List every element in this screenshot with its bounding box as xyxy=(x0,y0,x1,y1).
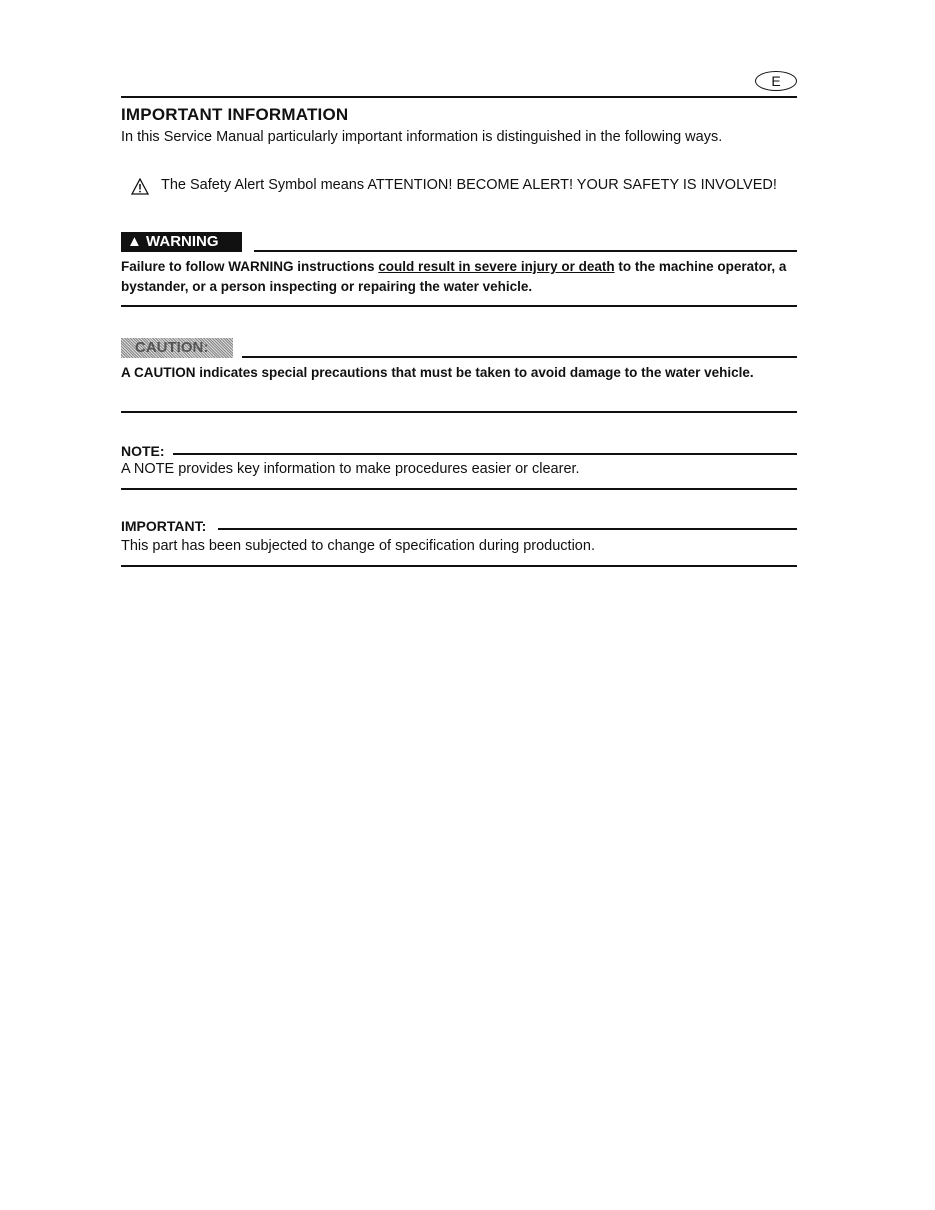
intro-paragraph: In this Service Manual particularly important information is distinguished in the following ways. xyxy=(121,129,723,145)
note-label: NOTE: xyxy=(121,443,165,459)
caution-label: CAUTION: xyxy=(121,338,233,358)
warning-triangle-icon xyxy=(131,178,149,196)
warning-emphasis: could result in severe injury or death xyxy=(378,259,615,274)
warning-top-rule xyxy=(254,250,797,252)
note-bottom-rule xyxy=(121,488,797,490)
safety-alert-text: The Safety Alert Symbol means ATTENTION! BECOME ALERT! YOUR SAFETY IS INVOLVED! xyxy=(161,177,777,193)
important-bottom-rule xyxy=(121,565,797,567)
note-text: A NOTE provides key information to make procedures easier or clearer. xyxy=(121,461,580,477)
note-top-rule xyxy=(173,453,797,455)
important-top-rule xyxy=(218,528,797,530)
warning-bottom-rule xyxy=(121,305,797,307)
important-text: This part has been subjected to change of specification during production. xyxy=(121,538,595,554)
warning-triangle-icon: ▲ xyxy=(127,233,142,250)
important-label: IMPORTANT: xyxy=(121,518,207,534)
caution-text: A CAUTION indicates special precautions that must be taken to avoid damage to the water vehicle. xyxy=(121,365,754,380)
warning-text: Failure to follow WARNING instructions could result in severe injury or death to the machine operator, a bystander, or a person inspecting or repairing the water vehicle. xyxy=(121,259,787,294)
warning-label xyxy=(121,232,242,252)
header-rule xyxy=(121,96,797,98)
warning-label-text: WARNING xyxy=(146,233,219,250)
language-badge: E xyxy=(755,71,797,91)
page-title: IMPORTANT INFORMATION xyxy=(121,105,349,124)
caution-bottom-rule xyxy=(121,411,797,413)
caution-top-rule xyxy=(242,356,797,358)
